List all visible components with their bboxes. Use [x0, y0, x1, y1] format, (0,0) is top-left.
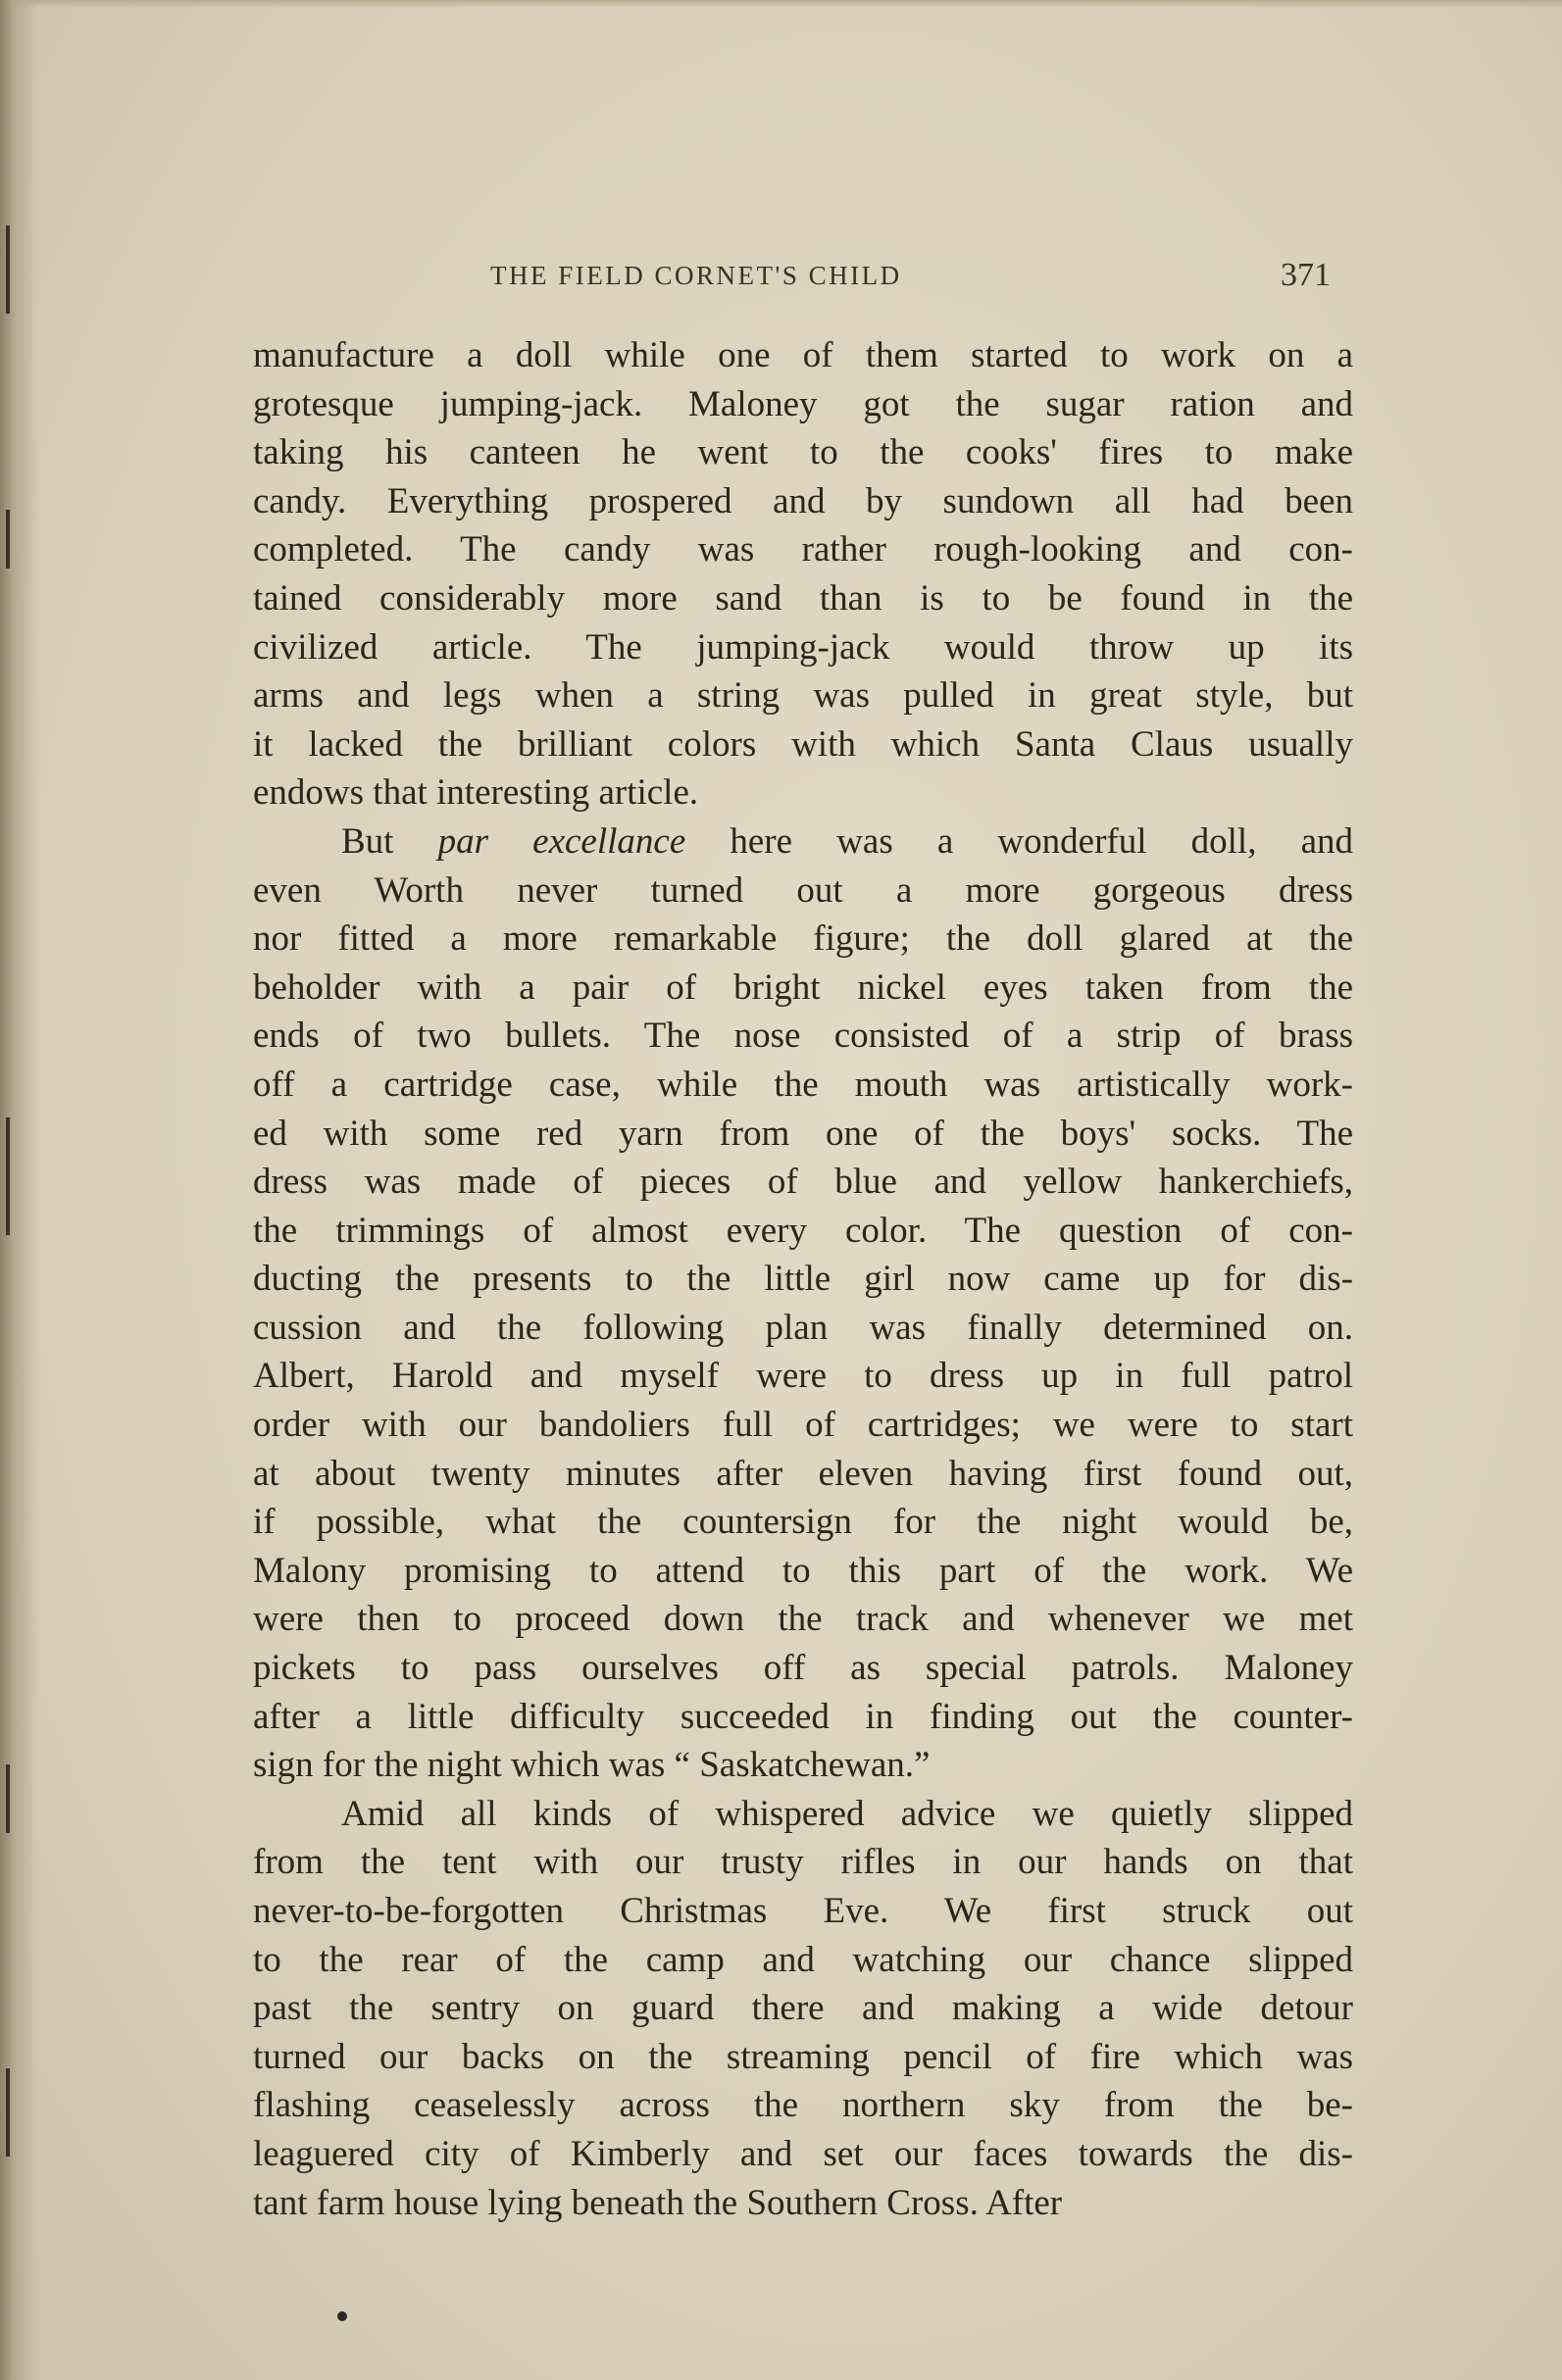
binding-thread — [6, 1764, 10, 1833]
text-line: cussion and the following plan was finally determined on. — [253, 1307, 1353, 1348]
text-line: Amid all kinds of whispered advice we quietly slipped — [341, 1793, 1353, 1834]
text-line: beholder with a pair of bright nickel eyes taken from the — [253, 967, 1353, 1008]
italic-phrase: par excellance — [437, 820, 686, 862]
text-line: pickets to pass ourselves off as special patrols. Maloney — [253, 1648, 1353, 1689]
text-line: sign for the night which was “ Saskatchewan.” — [253, 1745, 931, 1786]
text-line: ducting the presents to the little girl now came up for dis- — [253, 1259, 1353, 1300]
text-line: at about twenty minutes after eleven having first found out, — [253, 1453, 1353, 1494]
binding-thread — [6, 510, 10, 569]
text-line: candy. Everything prospered and by sundown all had been — [253, 480, 1353, 521]
text-line: tained considerably more sand than is to be found in the — [253, 577, 1353, 619]
binding-thread — [6, 225, 10, 314]
text-line: dress was made of pieces of blue and yellow hankerchiefs, — [253, 1162, 1353, 1203]
text-line: to the rear of the camp and watching our chance slipped — [253, 1939, 1353, 1980]
running-head: THE FIELD CORNET'S CHILD — [490, 261, 902, 290]
text-run: But — [341, 820, 438, 862]
text-line: off a cartridge case, while the mouth was artistically work- — [253, 1064, 1353, 1105]
page-header — [253, 257, 1351, 296]
text-line: Albert, Harold and myself were to dress up in full patrol — [253, 1356, 1353, 1397]
text-line: order with our bandoliers full of cartridges; we were to start — [253, 1405, 1353, 1446]
text-line: the trimmings of almost every color. The question of con- — [253, 1210, 1353, 1251]
text-line: leaguered city of Kimberly and set our faces towards the dis- — [253, 2133, 1353, 2174]
text-line: grotesque jumping-jack. Maloney got the sugar ration and — [253, 383, 1353, 424]
text-run: here was a wonderful doll, and — [685, 820, 1353, 862]
page-number: 371 — [1281, 257, 1331, 293]
text-line: civilized article. The jumping-jack would throw up its — [253, 626, 1353, 668]
binding-thread — [6, 1117, 10, 1235]
text-line: past the sentry on guard there and making a wide detour — [253, 1988, 1353, 2029]
text-line — [253, 818, 1353, 867]
text-line: after a little difficulty succeeded in finding out the counter- — [253, 1696, 1353, 1737]
text-line: it lacked the brilliant colors with which Santa Claus usually — [253, 723, 1353, 765]
body-text — [253, 331, 1353, 2227]
text-line: ends of two bullets. The nose consisted of a strip of brass — [253, 1016, 1353, 1057]
text-line: flashing ceaselessly across the northern sky from the be- — [253, 2085, 1353, 2126]
text-line: Malony promising to attend to this part of the work. We — [253, 1550, 1353, 1591]
ink-fleck — [337, 2311, 347, 2321]
text-line: if possible, what the countersign for the night would be, — [253, 1502, 1353, 1543]
text-line: endows that interesting article. — [253, 772, 699, 814]
text-line: were then to proceed down the track and whenever we met — [253, 1599, 1353, 1640]
text-line: manufacture a doll while one of them started to work on a — [253, 335, 1353, 375]
text-line: tant farm house lying beneath the Southern Cross. After — [253, 2182, 1063, 2223]
page-top-edge — [0, 0, 1562, 8]
text-line: completed. The candy was rather rough-looking and con- — [253, 529, 1353, 570]
text-line: nor fitted a more remarkable figure; the doll glared at the — [253, 918, 1353, 960]
text-line: from the tent with our trusty rifles in our hands on that — [253, 1842, 1353, 1883]
text-line: arms and legs when a string was pulled in great style, but — [253, 675, 1353, 717]
text-line: taking his canteen he went to the cooks' fires to make — [253, 432, 1353, 473]
text-line: ed with some red yarn from one of the boys' socks. The — [253, 1113, 1353, 1154]
binding-thread — [6, 2068, 10, 2157]
text-line: never-to-be-forgotten Christmas Eve. We first struck out — [253, 1891, 1353, 1931]
text-line: turned our backs on the streaming pencil of fire which was — [253, 2036, 1353, 2077]
text-line: even Worth never turned out a more gorgeous dress — [253, 869, 1353, 911]
